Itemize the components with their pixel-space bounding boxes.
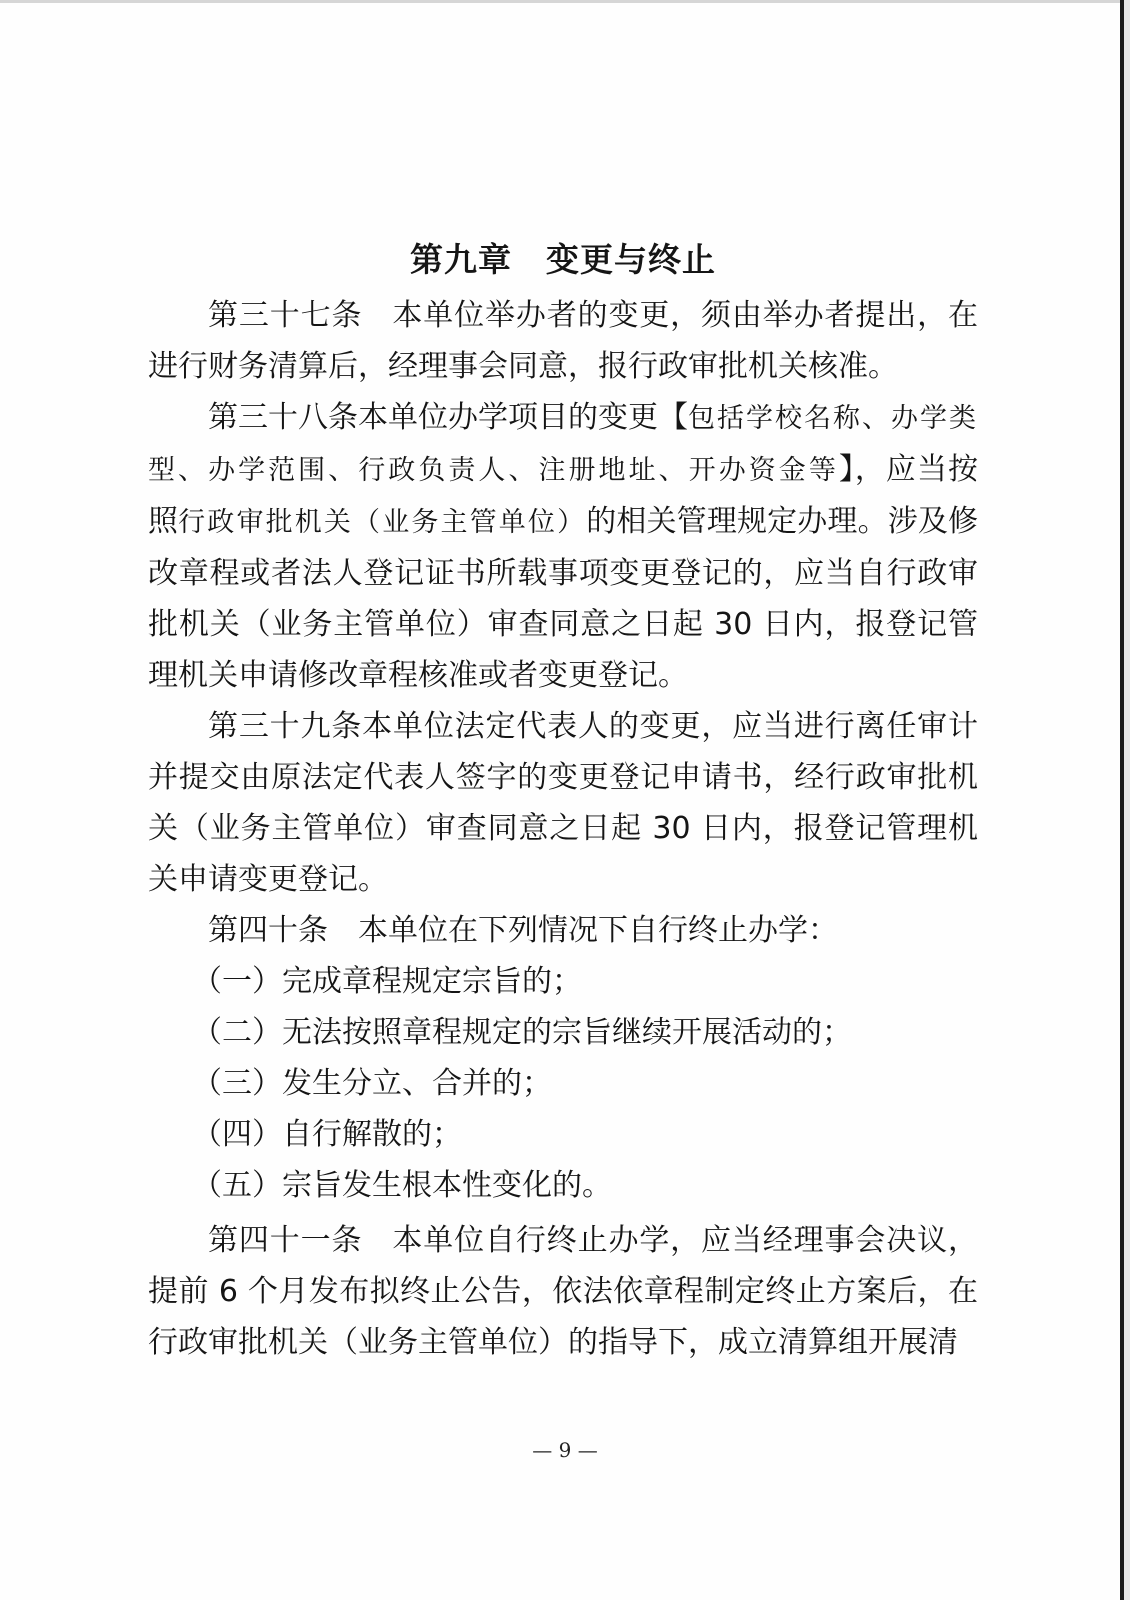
article-41-head: 第四十一条 [208, 1223, 363, 1258]
chapter-name: 变更与终止 [546, 240, 716, 279]
article-37-text: 本单位举办者的变更，须由举办者提出，在进行财务清算后，经理事会同意，报行政审批机关核准。 [148, 298, 979, 384]
scan-edge-right-light [1124, 0, 1130, 1600]
article-39-text: 本单位法定代表人的变更，应当进行离任审计并提交由原法定代表人签字的变更登记申请书，经行政审批机关（业务主管单位）审查同意之日起 30 日内，报登记管理机关申请变更登记。 [148, 709, 979, 897]
document-body [148, 232, 978, 1368]
chapter-number: 第九章 [410, 240, 512, 279]
article-37 [148, 290, 978, 392]
article-40-text: 本单位在下列情况下自行终止办学： [358, 913, 838, 948]
article-38-insert-1: 包括学校名称、办学类型、办学范围、行政负责人、注册地址、开办资金等 [148, 403, 978, 486]
article-38 [148, 392, 978, 701]
article-38-text-before: 本单位办学项目的变更【 [358, 400, 688, 435]
article-40-head: 第四十条 [208, 913, 328, 948]
article-40-item-1: （一）完成章程规定宗旨的； [192, 964, 582, 999]
article-40-item-2: （二）无法按照章程规定的宗旨继续开展活动的； [192, 1015, 852, 1050]
page-number: — 9 — [532, 1438, 598, 1462]
article-39 [148, 701, 978, 905]
article-38-text-after: 的相关管理规定办理。涉及修改章程或者法人登记证书所载事项变更登记的，应当自行政审批机关（业务主管单位）审查同意之日起 30 日内，报登记管理机关申请修改章程核准或者变更登记。 [148, 504, 979, 693]
article-40-item-5: （五）宗旨发生根本性变化的。 [192, 1168, 612, 1203]
article-41-text: 本单位自行终止办学，应当经理事会决议，提前 6 个月发布拟终止公告，依法依章程制定终止方案后，在行政审批机关（业务主管单位）的指导下，成立清算组开展清 [148, 1223, 979, 1360]
article-38-head: 第三十八条 [208, 400, 358, 435]
article-39-head: 第三十九条 [208, 709, 363, 744]
article-40 [148, 905, 978, 956]
article-37-head: 第三十七条 [208, 298, 363, 333]
chapter-title [148, 232, 978, 288]
article-40-item-4: （四）自行解散的； [192, 1117, 462, 1152]
scan-edge-right-dark [1120, 0, 1124, 1600]
article-38-insert-2: 行政审批机关（业务主管单位） [178, 507, 587, 538]
article-41 [148, 1215, 978, 1368]
scan-edge-top [0, 0, 1130, 3]
article-38-text-mid: 】，应当按照 [148, 452, 979, 539]
article-40-item-3: （三）发生分立、合并的； [192, 1066, 552, 1101]
